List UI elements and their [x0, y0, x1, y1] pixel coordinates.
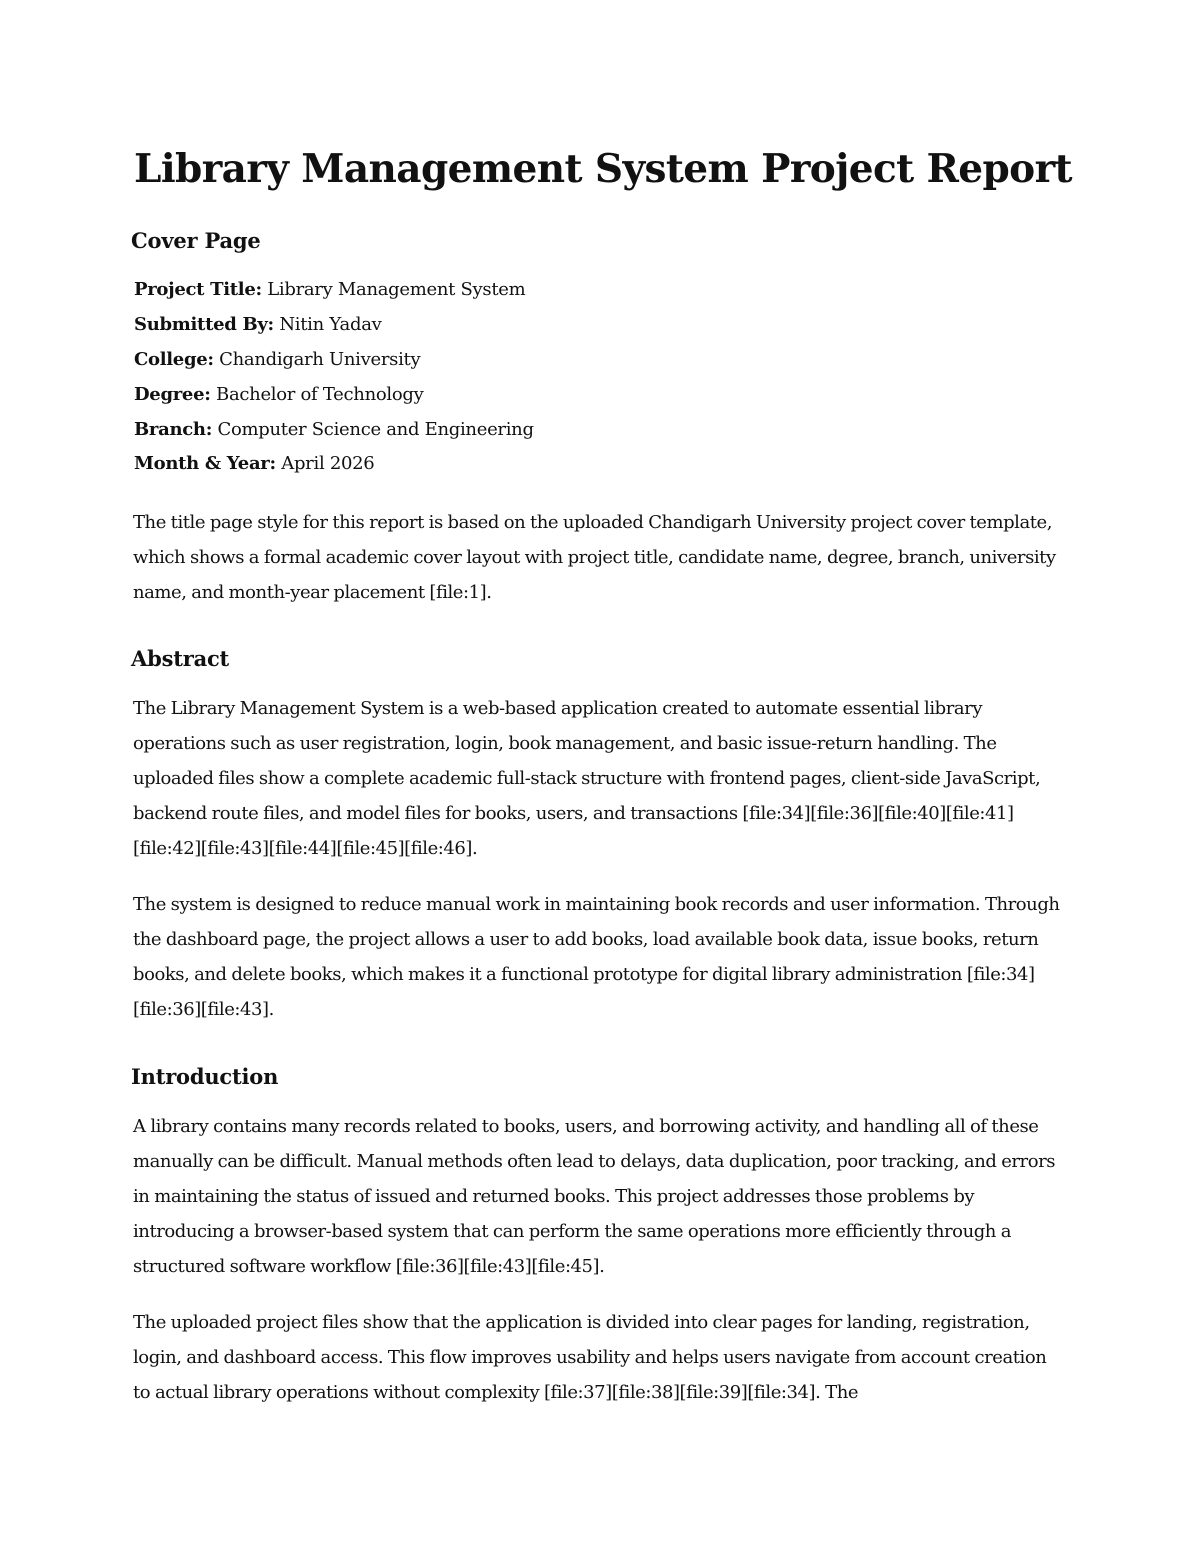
field-value: Chandigarh University: [219, 349, 421, 370]
cover-page-heading: Cover Page: [131, 228, 261, 253]
field-degree: [134, 383, 424, 406]
introduction-heading: Introduction: [131, 1064, 279, 1089]
field-value: Bachelor of Technology: [216, 384, 424, 405]
abstract-paragraph-1: The Library Management System is a web-based application created to automate essential library operations such as user registration, login, book management, and basic issue-return handling. The uploaded files show a complete academic full-stack structure with frontend pages, client-side JavaScript, backend route files, and model files for books, users, and transactions [file:34][file:36][file:40][file:41][file:42][file:43][file:44][file:45][file:46].: [133, 698, 1041, 859]
field-value: Library Management System: [267, 279, 526, 300]
field-branch: [134, 418, 534, 441]
field-project-title: [134, 278, 525, 301]
field-label: Project Title:: [134, 279, 262, 300]
field-label: College:: [134, 349, 214, 370]
field-label: Submitted By:: [134, 314, 274, 335]
field-label: Degree:: [134, 384, 211, 405]
field-value: Computer Science and Engineering: [217, 419, 534, 440]
introduction-paragraph-2: The uploaded project files show that the application is divided into clear pages for landing, registration, login, and dashboard access. This flow improves usability and helps users navigate from account creation to actual library operations without complexity [file:37][file:38][file:39][file:34]. The: [133, 1312, 1047, 1403]
field-college: [134, 348, 420, 371]
field-label: Month & Year:: [134, 453, 276, 474]
abstract-paragraph-2: The system is designed to reduce manual work in maintaining book records and user information. Through the dashboard page, the project allows a user to add books, load available book data, issue books, return books, and delete books, which makes it a functional prototype for digital library administration [file:34][file:36][file:43].: [133, 894, 1060, 1020]
cover-note-paragraph: The title page style for this report is based on the uploaded Chandigarh University project cover template, which shows a formal academic cover layout with project title, candidate name, degree, branch, university name, and month-year placement [file:1].: [133, 512, 1056, 603]
introduction-paragraph-1: A library contains many records related to books, users, and borrowing activity, and handling all of these manually can be difficult. Manual methods often lead to delays, data duplication, poor tracking, and errors in maintaining the status of issued and returned books. This project addresses those problems by introducing a browser-based system that can perform the same operations more efficiently through a structured software workflow [file:36][file:43][file:45].: [133, 1116, 1056, 1277]
field-submitted-by: [134, 313, 382, 336]
field-value: Nitin Yadav: [279, 314, 382, 335]
abstract-heading: Abstract: [131, 646, 230, 671]
report-title: Library Management System Project Report: [134, 146, 1072, 192]
field-month-year: [134, 452, 374, 475]
field-label: Branch:: [134, 419, 213, 440]
field-value: April 2026: [281, 453, 375, 474]
